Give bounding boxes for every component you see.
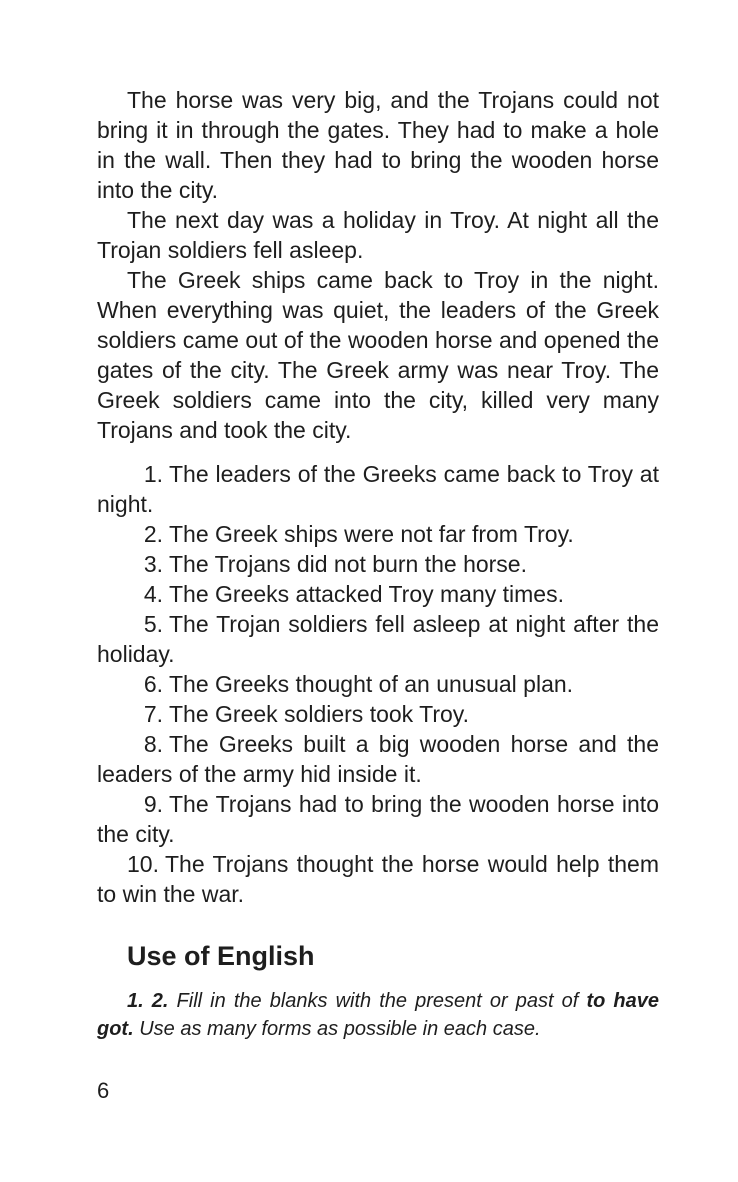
list-item-text: The Greek soldiers took Troy. <box>169 701 469 727</box>
list-item <box>97 579 659 609</box>
list-item-text: The Trojans did not burn the horse. <box>169 551 527 577</box>
list-item-number: 6. <box>143 671 163 697</box>
list-item <box>97 789 659 849</box>
list-item-number: 4. <box>143 581 163 607</box>
list-item-text: The Greeks thought of an unusual plan. <box>169 671 574 697</box>
list-item-text: The Trojan soldiers fell asleep at night after the holiday. <box>97 611 659 667</box>
list-item-text: The Trojans had to bring the wooden horse into the city. <box>97 791 659 847</box>
list-item-number: 7. <box>143 701 163 727</box>
list-item <box>97 519 659 549</box>
list-item-text: The leaders of the Greeks came back to Troy at night. <box>97 461 659 517</box>
list-item <box>97 459 659 519</box>
story-paragraph-3: The Greek ships came back to Troy in the night. When everything was quiet, the leaders of the Greek soldiers came out of the wooden horse and opened the gates of the city. The Greek army was near Troy. The Greek soldiers came into the city, killed very many Trojans and took the city. <box>97 267 659 443</box>
exercise-number: 1. 2. <box>127 990 169 1012</box>
exercise-text-before: Fill in the blanks with the present or past of <box>168 990 587 1012</box>
exercise-instruction <box>97 987 659 1043</box>
list-item <box>97 699 659 729</box>
list-item-number: 10. <box>127 851 159 877</box>
exercise-keyword: to have got. <box>97 990 659 1040</box>
list-item-number: 5. <box>143 611 163 637</box>
list-item-number: 9. <box>143 791 163 817</box>
page-body <box>97 85 659 1043</box>
list-item-text: The Trojans thought the horse would help them to win the war. <box>97 851 659 907</box>
section-heading: Use of English <box>127 941 315 971</box>
list-item-number: 3. <box>143 551 163 577</box>
story-paragraph-2: The next day was a holiday in Troy. At night all the Trojan soldiers fell asleep. <box>97 207 659 263</box>
list-item-number: 2. <box>143 521 163 547</box>
list-item-text: The Greek ships were not far from Troy. <box>169 521 574 547</box>
list-item-text: The Greeks built a big wooden horse and the leaders of the army hid inside it. <box>97 731 659 787</box>
list-item <box>97 609 659 669</box>
list-item <box>97 729 659 789</box>
list-item <box>97 669 659 699</box>
list-item <box>97 849 659 909</box>
statements-list <box>97 459 659 909</box>
exercise-text-after: Use as many forms as possible in each case. <box>133 1018 541 1040</box>
list-item <box>97 549 659 579</box>
list-item-text: The Greeks attacked Troy many times. <box>169 581 564 607</box>
story-paragraph-1: The horse was very big, and the Trojans could not bring it in through the gates. They had to make a hole in the wall. Then they had to bring the wooden horse into the city. <box>97 87 659 203</box>
list-item-number: 8. <box>143 731 163 757</box>
page-number: 6 <box>97 1078 110 1103</box>
list-item-number: 1. <box>143 461 163 487</box>
